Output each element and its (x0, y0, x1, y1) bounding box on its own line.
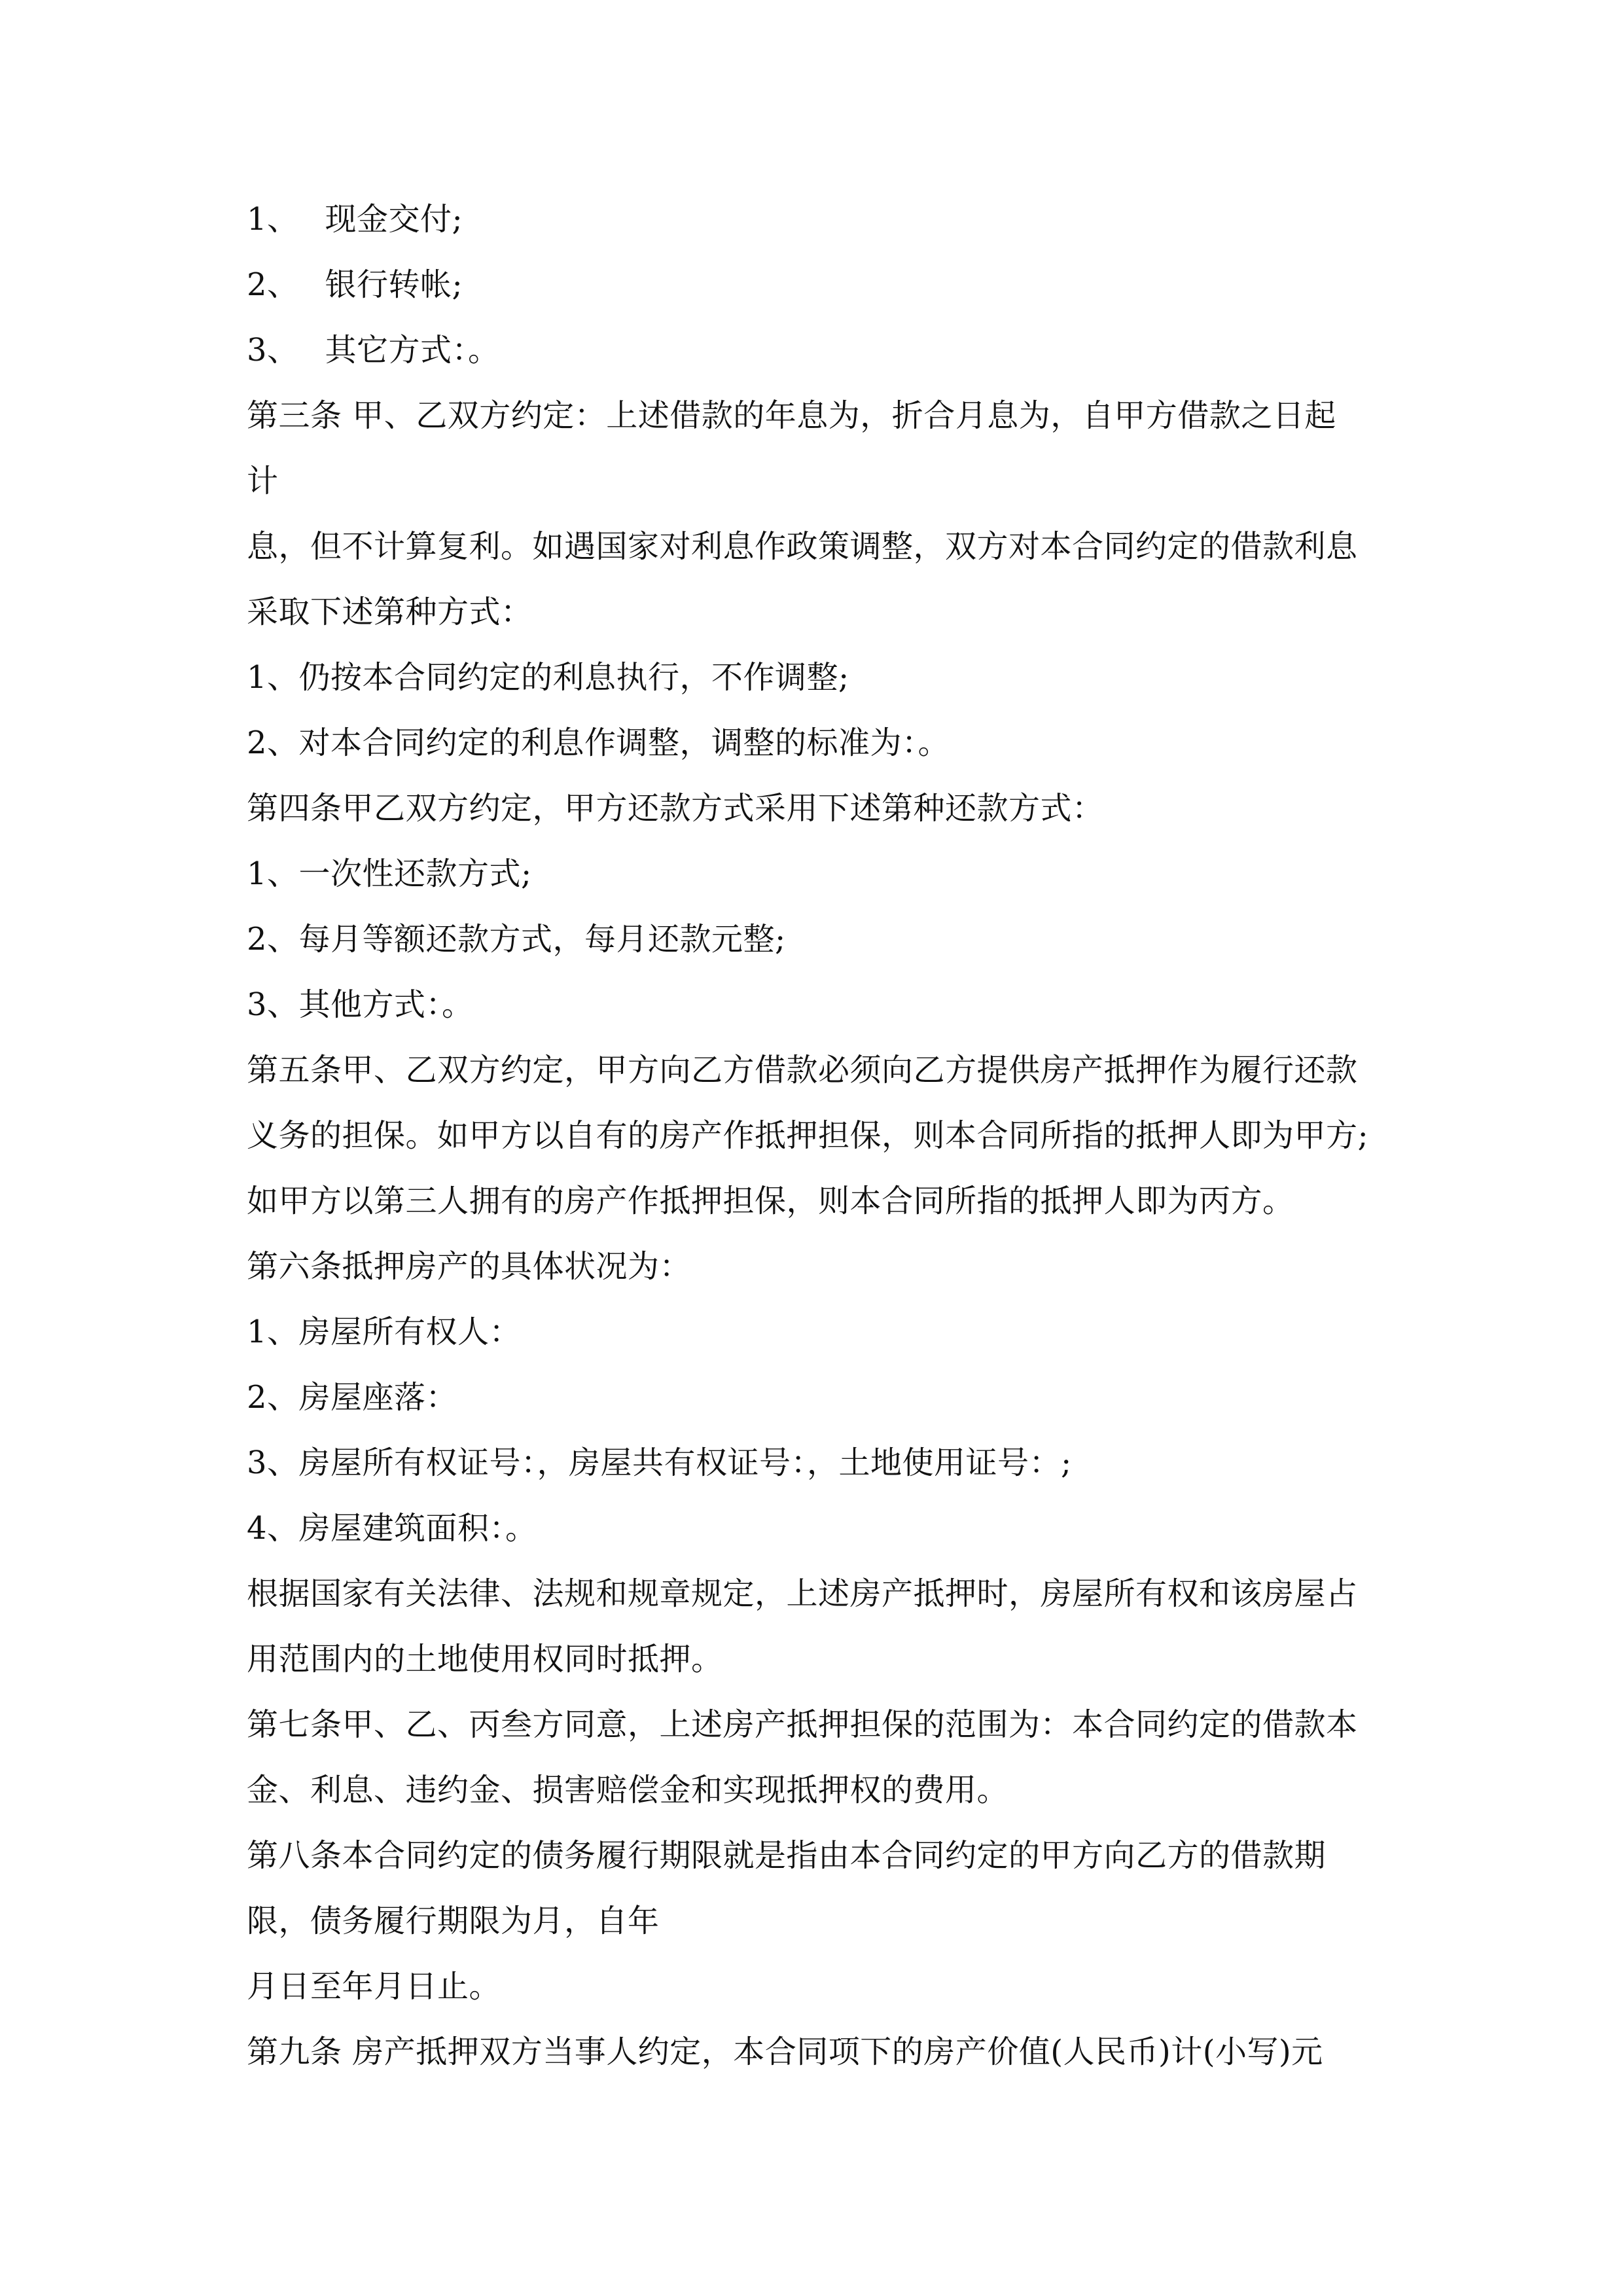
text-line: 根据国家有关法律、法规和规章规定，上述房产抵押时，房屋所有权和该房屋占 (247, 1575, 1358, 1612)
text-line: 第五条甲、乙双方约定，甲方向乙方借款必须向乙方提供房产抵押作为履行还款 (247, 1052, 1358, 1088)
item-number: 1、 (247, 201, 299, 238)
item-text: 其它方式：。 (325, 332, 500, 368)
text-line: 2、房屋座落： (247, 1379, 458, 1416)
text-line: 1、房屋所有权人： (247, 1314, 522, 1350)
item-text: 银行转帐; (325, 266, 463, 303)
item-number: 3、 (247, 332, 299, 368)
list-item (247, 196, 1399, 242)
text-line: 如甲方以第三人拥有的房产作抵押担保，则本合同所指的抵押人即为丙方。 (247, 1183, 1294, 1219)
text-line: 计 (247, 463, 279, 499)
text-line: 第九条 房产抵押双方当事人约定，本合同项下的房产价值(人民币)计(小写)元 (247, 2034, 1323, 2070)
text-line: 金、利息、违约金、损害赔偿金和实现抵押权的费用。 (247, 1772, 1009, 1808)
text-line: 第六条抵押房产的具体状况为： (247, 1248, 692, 1285)
list-item (247, 327, 1399, 373)
text-line: 3、其他方式：。 (247, 986, 474, 1023)
text-line: 第四条甲乙双方约定，甲方还款方式采用下述第种还款方式： (247, 790, 1104, 827)
text-line: 第三条 甲、乙双方约定：上述借款的年息为，折合月息为，自甲方借款之日起 (247, 397, 1336, 434)
text-line: 月日至年月日止。 (247, 1968, 501, 2005)
text-line: 2、每月等额还款方式，每月还款元整; (247, 921, 786, 958)
text-line: 第八条本合同约定的债务履行期限就是指由本合同约定的甲方向乙方的借款期 (247, 1837, 1327, 1874)
text-line: 4、房屋建筑面积：。 (247, 1510, 537, 1547)
item-text: 现金交付; (325, 201, 463, 238)
text-line: 第七条甲、乙、丙叁方同意，上述房产抵押担保的范围为：本合同约定的借款本 (247, 1706, 1358, 1743)
text-line: 1、仍按本合同约定的利息执行，不作调整; (247, 659, 849, 696)
text-line: 用范围内的土地使用权同时抵押。 (247, 1641, 723, 1677)
text-line: 限，债务履行期限为月，自年 (247, 1903, 660, 1939)
text-line: 义务的担保。如甲方以自有的房产作抵押担保，则本合同所指的抵押人即为甲方; (247, 1117, 1369, 1154)
item-number: 2、 (247, 266, 299, 303)
text-line: 息，但不计算复利。如遇国家对利息作政策调整，双方对本合同约定的借款利息 (247, 528, 1358, 565)
list-item (247, 262, 1399, 308)
text-line: 1、一次性还款方式; (247, 855, 532, 892)
text-line: 采取下述第种方式： (247, 594, 533, 630)
text-line: 3、房屋所有权证号：，房屋共有权证号：，土地使用证号：; (247, 1444, 1072, 1481)
text-line: 2、对本合同约定的利息作调整，调整的标准为：。 (247, 725, 950, 761)
contract-body (247, 196, 1399, 2094)
